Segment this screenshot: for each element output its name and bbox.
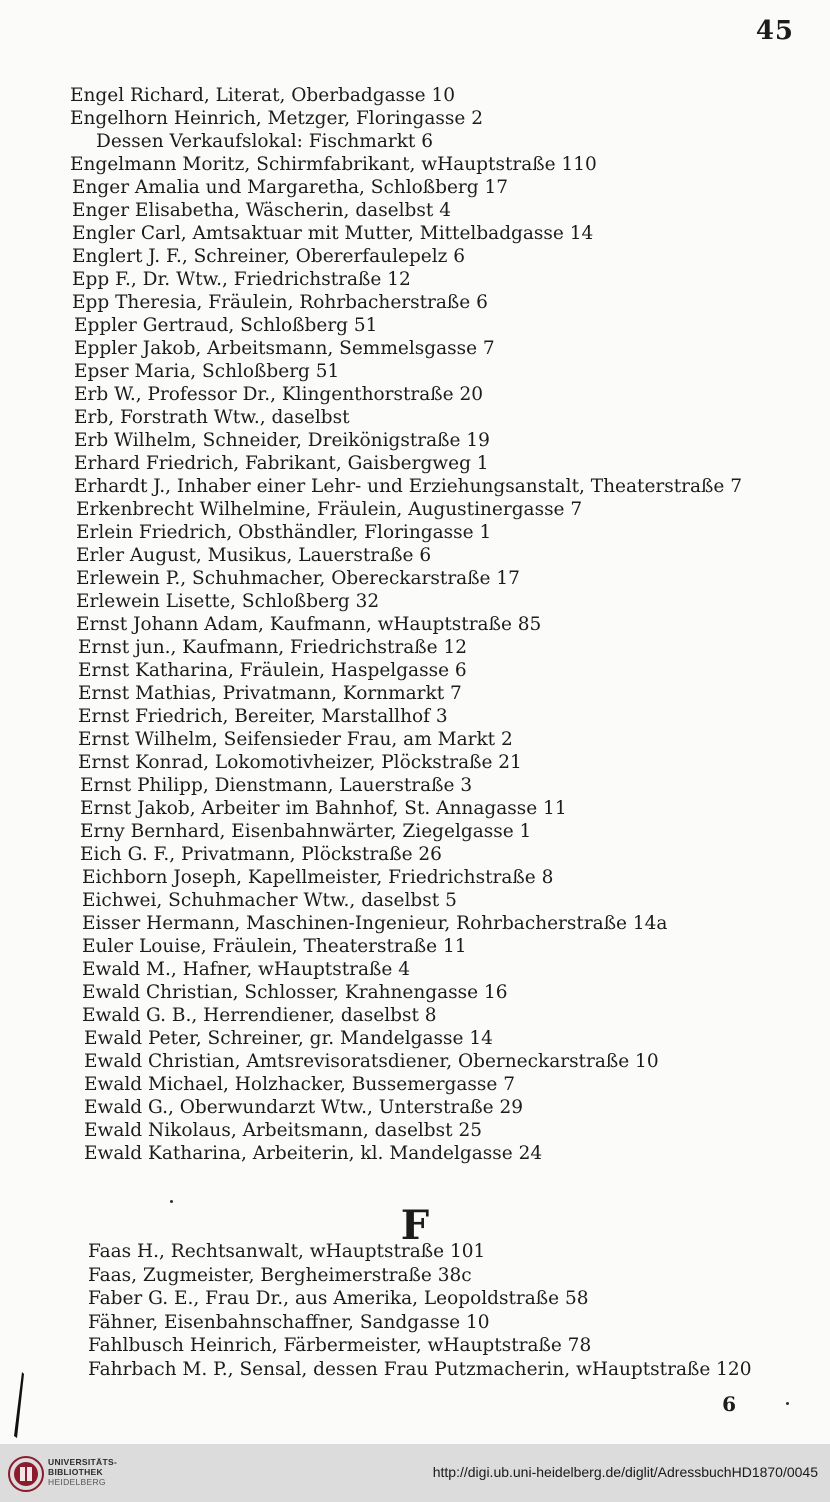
directory-entry: Enger Amalia und Margaretha, Schloßberg 17 (72, 177, 509, 198)
directory-entry: Ewald Christian, Schlosser, Krahnengasse 16 (82, 982, 508, 1003)
directory-entry: Ernst Jakob, Arbeiter im Bahnhof, St. Annagasse 11 (80, 798, 567, 819)
directory-entry: Ernst Friedrich, Bereiter, Marstallhof 3 (78, 706, 448, 727)
directory-entry: Dessen Verkaufslokal: Fischmarkt 6 (96, 131, 434, 152)
directory-entry: Epp F., Dr. Wtw., Friedrichstraße 12 (72, 269, 411, 290)
directory-entry: Eich G. F., Privatmann, Plöckstraße 26 (80, 844, 442, 865)
directory-entry: Engel Richard, Literat, Oberbadgasse 10 (70, 85, 456, 106)
library-name-line: BIBLIOTHEK (48, 1467, 103, 1477)
directory-entry: Erhard Friedrich, Fabrikant, Gaisbergweg 1 (74, 453, 489, 474)
directory-entry: Erb Wilhelm, Schneider, Dreikönigstraße 19 (74, 430, 490, 451)
directory-entry: Engler Carl, Amtsaktuar mit Mutter, Mittelbadgasse 14 (72, 223, 594, 244)
directory-entry: Eppler Gertraud, Schloßberg 51 (74, 315, 378, 336)
directory-entry: Ernst Mathias, Privatmann, Kornmarkt 7 (78, 683, 462, 704)
directory-entry: Ewald G., Oberwundarzt Wtw., Unterstraße 29 (84, 1097, 524, 1118)
directory-entry: Euler Louise, Fräulein, Theaterstraße 11 (82, 936, 467, 957)
directory-entry: Enger Elisabetha, Wäscherin, daselbst 4 (72, 200, 451, 221)
page-edge-mark (14, 1372, 24, 1438)
directory-entry: Faas H., Rechtsanwalt, wHauptstraße 101 (88, 1241, 486, 1262)
directory-entry: Eichborn Joseph, Kapellmeister, Friedrichstraße 8 (82, 867, 554, 888)
footer-bar (0, 1444, 830, 1502)
directory-entry: Ernst jun., Kaufmann, Friedrichstraße 12 (78, 637, 468, 658)
directory-entry: Englert J. F., Schreiner, Obererfaulepelz 6 (72, 246, 466, 267)
directory-entry: Erlewein Lisette, Schloßberg 32 (76, 591, 380, 612)
directory-entry: Erb W., Professor Dr., Klingenthorstraße 20 (74, 384, 483, 405)
library-name (48, 1457, 117, 1487)
directory-entry: Erlewein P., Schuhmacher, Obereckarstraße 17 (76, 568, 520, 589)
directory-entry: Eichwei, Schuhmacher Wtw., daselbst 5 (82, 890, 457, 911)
directory-entry: Engelmann Moritz, Schirmfabrikant, wHauptstraße 110 (70, 154, 597, 175)
directory-entry: Faas, Zugmeister, Bergheimerstraße 38c (88, 1264, 472, 1286)
directory-entry: Erhardt J., Inhaber einer Lehr- und Erziehungsanstalt, Theaterstraße 7 (74, 476, 742, 497)
directory-entry: Ewald G. B., Herrendiener, daselbst 8 (82, 1005, 437, 1026)
directory-entries-e (70, 84, 810, 1165)
source-url: http://digi.ub.uni-heidelberg.de/diglit/AdressbuchHD1870/0045 (432, 1464, 818, 1480)
directory-entry: Ernst Johann Adam, Kaufmann, wHauptstraße 85 (76, 614, 542, 635)
directory-entry: Ewald Michael, Holzhacker, Bussemergasse 7 (84, 1074, 516, 1095)
signature-mark: 6 (722, 1392, 736, 1416)
directory-entry: Ernst Katharina, Fräulein, Haspelgasse 6 (78, 660, 467, 681)
directory-entry: Fahlbusch Heinrich, Färbermeister, wHauptstraße 78 (88, 1335, 592, 1356)
directory-entry: Fahrbach M. P., Sensal, dessen Frau Putzmacherin, wHauptstraße 120 (88, 1358, 752, 1380)
directory-entry: Erkenbrecht Wilhelmine, Fräulein, Augustinergasse 7 (76, 499, 583, 520)
directory-entry: Eisser Hermann, Maschinen-Ingenieur, Rohrbacherstraße 14a (82, 913, 668, 934)
directory-entry: Ewald Katharina, Arbeiterin, kl. Mandelgasse 24 (84, 1143, 543, 1164)
directory-entry: Ewald Nikolaus, Arbeitsmann, daselbst 25 (84, 1120, 483, 1141)
section-heading-f: F (400, 1202, 430, 1249)
directory-entries-f (88, 1240, 810, 1381)
directory-entry: Ernst Philipp, Dienstmann, Lauerstraße 3 (80, 775, 473, 796)
directory-entry: Ernst Konrad, Lokomotivheizer, Plöckstraße 21 (78, 752, 522, 773)
ink-speck (786, 1402, 789, 1405)
library-logo-icon (8, 1456, 44, 1492)
directory-entry: Erlein Friedrich, Obsthändler, Floringasse 1 (76, 522, 492, 543)
library-name-line: UNIVERSITÄTS- (48, 1457, 118, 1467)
directory-entry: Eppler Jakob, Arbeitsmann, Semmelsgasse 7 (74, 338, 495, 359)
directory-entry: Ewald Christian, Amtsrevisoratsdiener, Oberneckarstraße 10 (84, 1051, 659, 1072)
directory-entry: Fähner, Eisenbahnschaffner, Sandgasse 10 (88, 1311, 490, 1333)
directory-entry: Ewald M., Hafner, wHauptstraße 4 (82, 959, 410, 980)
directory-entry: Erb, Forstrath Wtw., daselbst (74, 407, 350, 428)
directory-entry: Ewald Peter, Schreiner, gr. Mandelgasse 14 (84, 1028, 493, 1049)
library-name-line: HEIDELBERG (48, 1477, 106, 1487)
directory-entry: Epp Theresia, Fräulein, Rohrbacherstraße 6 (72, 292, 488, 313)
page-number: 45 (755, 16, 794, 46)
directory-entry: Ernst Wilhelm, Seifensieder Frau, am Markt 2 (78, 729, 513, 750)
directory-entry: Engelhorn Heinrich, Metzger, Floringasse 2 (70, 108, 483, 129)
directory-entry: Faber G. E., Frau Dr., aus Amerika, Leopoldstraße 58 (88, 1288, 589, 1309)
directory-entry: Erler August, Musikus, Lauerstraße 6 (76, 545, 432, 566)
directory-entry: Epser Maria, Schloßberg 51 (74, 361, 340, 382)
directory-entry: Erny Bernhard, Eisenbahnwärter, Ziegelgasse 1 (80, 821, 532, 842)
